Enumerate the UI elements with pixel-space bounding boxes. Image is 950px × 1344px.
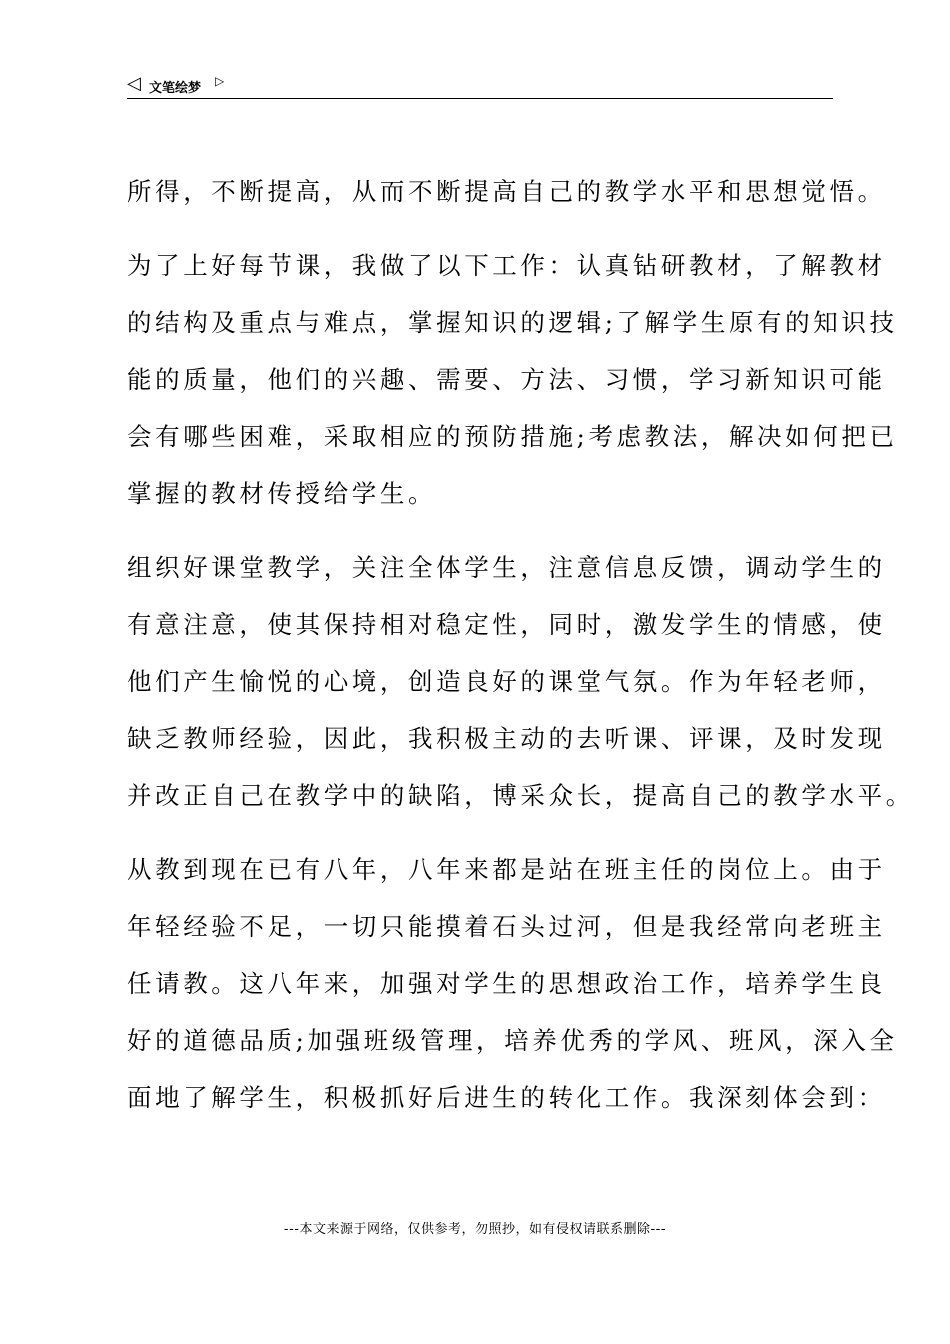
footer-disclaimer: ---本文来源于网络，仅供参考，勿照抄，如有侵权请联系删除---	[283, 1222, 667, 1237]
text-line: 好的道德品质;加强班级管理，培养优秀的学风、班风，深入全	[127, 1026, 898, 1055]
text-line: 为了上好每节课，我做了以下工作：认真钻研教材，了解教材	[127, 251, 886, 280]
text-line: 从教到现在已有八年，八年来都是站在班主任的岗位上。由于	[127, 855, 886, 884]
page-header	[127, 72, 833, 99]
paragraph-2	[127, 237, 898, 522]
left-triangle-icon: ◁	[127, 73, 141, 94]
text-line: 能的质量，他们的兴趣、需要、方法、习惯，学习新知识可能	[127, 365, 886, 394]
text-line: 年轻经验不足，一切只能摸着石头过河，但是我经常向老班主	[127, 912, 886, 941]
text-line: 并改正自己在教学中的缺陷，博采众长，提高自己的教学水平。	[127, 781, 914, 810]
right-triangle-icon: ▷	[215, 74, 225, 88]
text-line: 组织好课堂教学，关注全体学生，注意信息反馈，调动学生的	[127, 553, 886, 582]
header-title: 文笔绘梦	[149, 81, 202, 96]
text-line: 他们产生愉悦的心境，创造良好的课堂气氛。作为年轻老师，	[127, 667, 886, 696]
paragraph-4	[127, 841, 898, 1126]
text-line: 掌握的教材传授给学生。	[127, 479, 437, 508]
text-line: 缺乏教师经验，因此，我积极主动的去听课、评课，及时发现	[127, 724, 886, 753]
text-line: 所得，不断提高，从而不断提高自己的教学水平和思想觉悟。	[127, 177, 886, 206]
paragraph-1	[127, 163, 886, 220]
paragraph-3	[127, 539, 914, 824]
text-line: 的结构及重点与难点，掌握知识的逻辑;了解学生原有的知识技	[127, 308, 898, 337]
text-line: 会有哪些困难，采取相应的预防措施;考虑教法，解决如何把已	[127, 422, 898, 451]
text-line: 任请教。这八年来，加强对学生的思想政治工作，培养学生良	[127, 969, 886, 998]
text-line: 有意注意，使其保持相对稳定性，同时，激发学生的情感，使	[127, 610, 886, 639]
text-line: 面地了解学生，积极抓好后进生的转化工作。我深刻体会到：	[127, 1083, 886, 1112]
document-body	[127, 163, 914, 1143]
